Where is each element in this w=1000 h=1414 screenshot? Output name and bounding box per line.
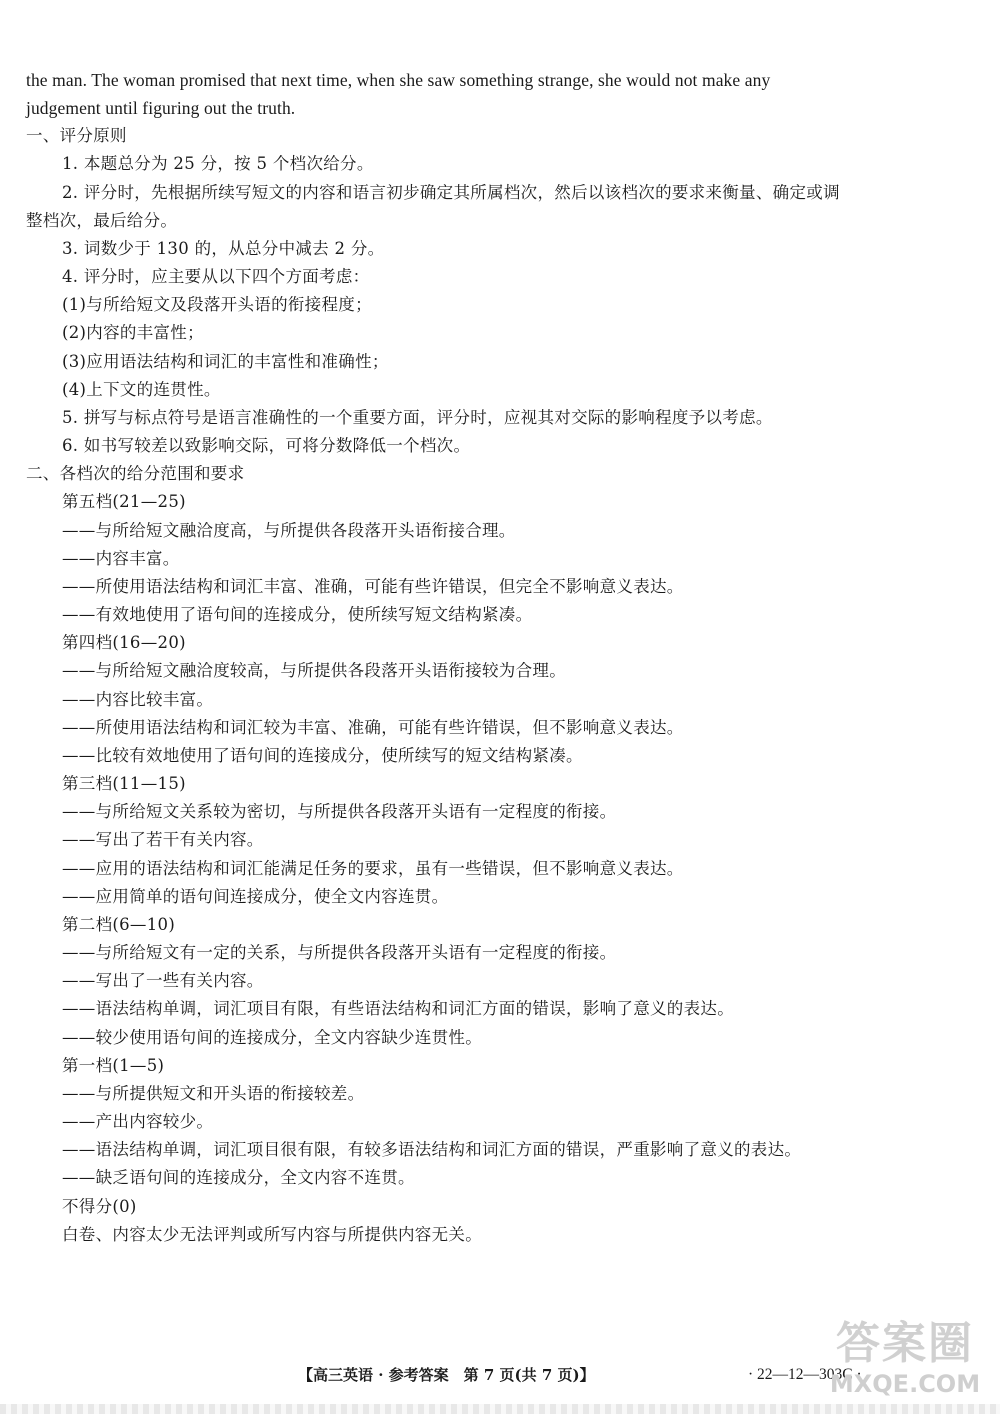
- principle-item: 3. 词数少于 130 的，从总分中减去 2 分。: [62, 239, 385, 258]
- band-criterion: ——内容比较丰富。: [62, 690, 214, 709]
- band-criterion: ——与所给短文融洽度高，与所提供各段落开头语衔接合理。: [62, 521, 516, 540]
- principle-subitem: (2)内容的丰富性；: [62, 323, 204, 342]
- band-criterion: ——较少使用语句间的连接成分，全文内容缺少连贯性。: [62, 1028, 482, 1047]
- principle-subitem: (4)上下文的连贯性。: [62, 380, 221, 399]
- band-criterion: ——与所给短文有一定的关系，与所提供各段落开头语有一定程度的衔接。: [62, 943, 617, 962]
- section-heading-score-bands: 二、各档次的给分范围和要求: [26, 464, 245, 483]
- principle-subitem: (3)应用语法结构和词汇的丰富性和准确性；: [62, 352, 389, 371]
- band-criterion: ——所使用语法结构和词汇丰富、准确，可能有些许错误，但完全不影响意义表达。: [62, 577, 684, 596]
- footer-exam-code: · 22—12—303C ·: [748, 1366, 862, 1383]
- watermark-logo: [820, 1318, 990, 1410]
- band-criterion: ——与所给短文融洽度较高，与所提供各段落开头语衔接较为合理。: [62, 661, 566, 680]
- band-criterion: ——应用的语法结构和词汇能满足任务的要求，虽有一些错误，但不影响意义表达。: [62, 859, 684, 878]
- band-criterion: ——与所提供短文和开头语的衔接较差。: [62, 1084, 365, 1103]
- intro-line: judgement until figuring out the truth.: [26, 98, 296, 118]
- band-criterion: ——缺乏语句间的连接成分，全文内容不连贯。: [62, 1168, 415, 1187]
- principle-item: 4. 评分时，应主要从以下四个方面考虑：: [62, 267, 370, 286]
- principle-item: 2. 评分时，先根据所续写短文的内容和语言初步确定其所属档次，然后以该档次的要求来衡量、确定或调: [62, 183, 840, 202]
- principle-item: 6. 如书写较差以致影响交际，可将分数降低一个档次。: [62, 436, 471, 455]
- band-criterion: ——与所给短文关系较为密切，与所提供各段落开头语有一定程度的衔接。: [62, 802, 617, 821]
- scan-edge-strip: [0, 1404, 1000, 1414]
- band-criterion: 白卷、内容太少无法评判或所写内容与所提供内容无关。: [62, 1225, 482, 1244]
- footer-page-title: 【高三英语 · 参考答案 第 7 页(共 7 页)】: [298, 1366, 595, 1384]
- band-criterion: ——所使用语法结构和词汇较为丰富、准确，可能有些许错误，但不影响意义表达。: [62, 718, 684, 737]
- principle-item: 1. 本题总分为 25 分，按 5 个档次给分。: [62, 154, 374, 173]
- band-criterion: ——语法结构单调，词汇项目有限，有些语法结构和词汇方面的错误，影响了意义的表达。: [62, 999, 734, 1018]
- band-criterion: ——产出内容较少。: [62, 1112, 214, 1131]
- intro-line: the man. The woman promised that next time, when she saw something strange, she would not make any: [26, 70, 771, 90]
- band-title: 第一档(1—5): [62, 1056, 165, 1075]
- band-criterion: ——应用简单的语句间连接成分，使全文内容连贯。: [62, 887, 449, 906]
- principle-subitem: (1)与所给短文及段落开头语的衔接程度；: [62, 295, 372, 314]
- band-title: 第二档(6—10): [62, 915, 176, 934]
- band-criterion: ——比较有效地使用了语句间的连接成分，使所续写的短文结构紧凑。: [62, 746, 583, 765]
- band-title: 不得分(0): [62, 1197, 137, 1216]
- band-title: 第四档(16—20): [62, 633, 186, 652]
- band-criterion: ——有效地使用了语句间的连接成分，使所续写短文结构紧凑。: [62, 605, 533, 624]
- section-heading-scoring-principles: 一、评分原则: [26, 126, 127, 145]
- band-title: 第五档(21—25): [62, 492, 186, 511]
- band-title: 第三档(11—15): [62, 774, 186, 793]
- band-criterion: ——写出了若干有关内容。: [62, 830, 264, 849]
- band-criterion: ——内容丰富。: [62, 549, 180, 568]
- watermark-brand: 答案圈: [836, 1318, 974, 1369]
- principle-item-continued: 整档次，最后给分。: [26, 211, 178, 230]
- watermark-url: MXQE.COM: [829, 1370, 981, 1398]
- band-criterion: ——写出了一些有关内容。: [62, 971, 264, 990]
- principle-item: 5. 拼写与标点符号是语言准确性的一个重要方面，评分时，应视其对交际的影响程度予以考虑。: [62, 408, 773, 427]
- band-criterion: ——语法结构单调，词汇项目很有限，有较多语法结构和词汇方面的错误，严重影响了意义的表达。: [62, 1140, 802, 1159]
